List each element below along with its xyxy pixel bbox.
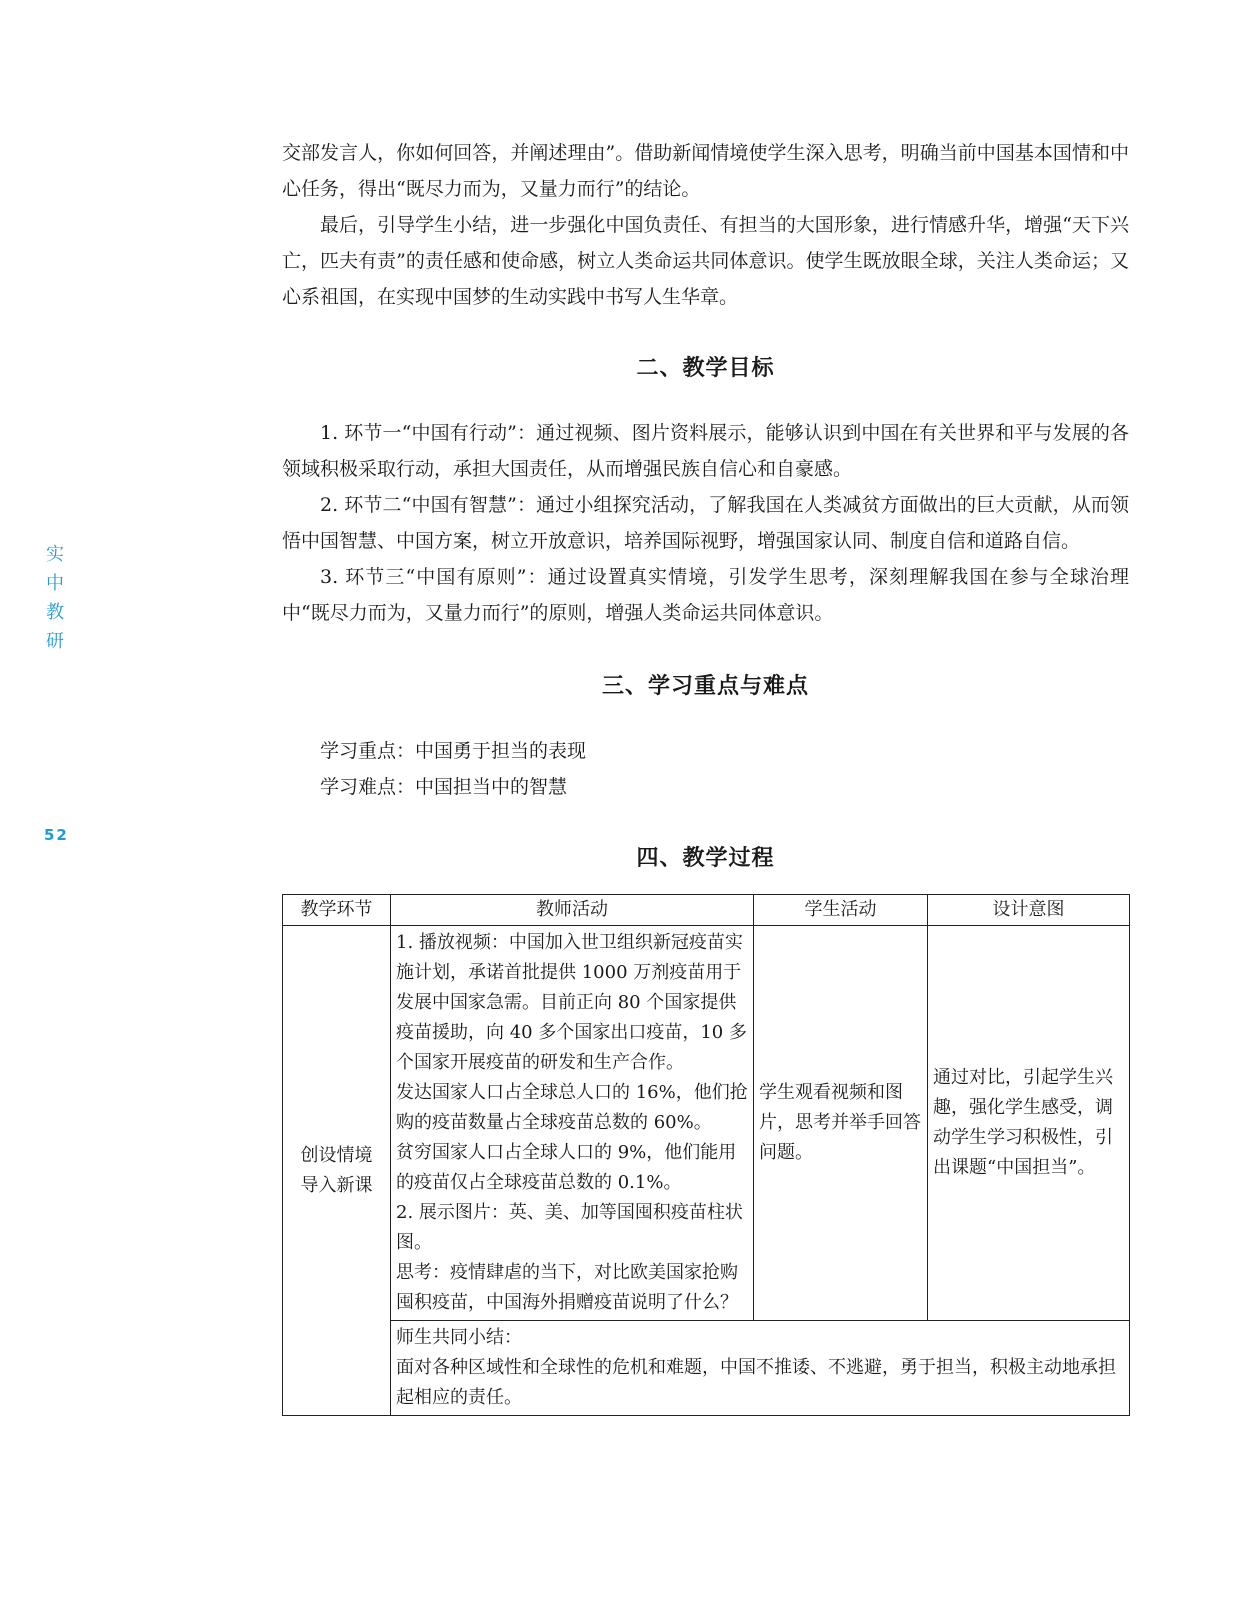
design-intent-cell: 通过对比，引起学生兴趣，强化学生感受，调动学生学习积极性，引出课题“中国担当”。	[928, 926, 1130, 1321]
section-title-objectives: 二、教学目标	[636, 355, 775, 381]
header-teacher: 教师活动	[391, 895, 754, 926]
teacher-activity-cell	[391, 926, 754, 1321]
summary-cell	[391, 1321, 1130, 1416]
header-student: 学生活动	[754, 895, 928, 926]
objectives-list	[282, 415, 1129, 631]
page-number: 52	[44, 826, 69, 844]
stage-cell	[283, 926, 391, 1416]
teacher-activity-line: 2. 展示图片：英、美、加等国囤积疫苗柱状图。	[396, 1202, 743, 1253]
side-label-char: 中	[46, 573, 64, 594]
header-intent: 设计意图	[928, 895, 1130, 926]
table-row	[283, 926, 1130, 1321]
stage-label-line: 导入新课	[300, 1174, 373, 1196]
side-label-char: 教	[46, 602, 64, 623]
stage-label-line: 创设情境	[300, 1144, 373, 1166]
difficulty-point: 学习难点：中国担当中的智慧	[320, 776, 568, 798]
objective-item: 3. 环节三“中国有原则”：通过设置真实情境，引发学生思考，深刻理解我国在参与全球治理中“既尽力而为，又量力而行”的原则，增强人类命运共同体意识。	[282, 566, 1129, 624]
teaching-process-table	[282, 894, 1130, 1416]
intro-paragraph-1: 交部发言人，你如何回答，并阐述理由”。借助新闻情境使学生深入思考，明确当前中国基本国情和中心任务，得出“既尽力而为，又量力而行”的结论。	[282, 142, 1129, 200]
teacher-activity-line: 发达国家人口占全球总人口的 16%，他们抢购的疫苗数量占全球疫苗总数的 60%。	[396, 1082, 748, 1133]
summary-title: 师生共同小结：	[396, 1327, 522, 1348]
table-row	[283, 1321, 1130, 1416]
section-title-focus: 三、学习重点与难点	[601, 673, 809, 699]
side-label-char: 实	[46, 544, 64, 565]
side-section-label	[44, 540, 66, 656]
teacher-activity-line: 1. 播放视频：中国加入世卫组织新冠疫苗实施计划，承诺首批提供 1000 万剂疫苗用于发展中国家急需。目前正向 80 个国家提供疫苗援助，向 40 多个国家出口疫苗，10 多个国家开展疫苗的研发和生产合作。	[396, 932, 747, 1073]
teacher-activity-line: 贫穷国家人口占全球人口的 9%，他们能用的疫苗仅占全球疫苗总数的 0.1%。	[396, 1142, 737, 1193]
section-title-process: 四、教学过程	[636, 845, 775, 871]
student-activity-cell: 学生观看视频和图片，思考并举手回答问题。	[754, 926, 928, 1321]
objective-item: 2. 环节二“中国有智慧”：通过小组探究活动，了解我国在人类减贫方面做出的巨大贡献，从而领悟中国智慧、中国方案，树立开放意识，培养国际视野，增强国家认同、制度自信和道路自信。	[282, 494, 1129, 552]
focus-list	[282, 733, 1129, 805]
key-point: 学习重点：中国勇于担当的表现	[320, 740, 587, 762]
objective-item: 1. 环节一“中国有行动”：通过视频、图片资料展示，能够认识到中国在有关世界和平与发展的各领域积极采取行动，承担大国责任，从而增强民族自信心和自豪感。	[282, 422, 1129, 480]
header-stage: 教学环节	[283, 895, 391, 926]
page-content	[282, 135, 1129, 1416]
intro-paragraph-2: 最后，引导学生小结，进一步强化中国负责任、有担当的大国形象，进行情感升华，增强“天下兴亡，匹夫有责”的责任感和使命感，树立人类命运共同体意识。使学生既放眼全球，关注人类命运；又心系祖国，在实现中国梦的生动实践中书写人生华章。	[282, 214, 1129, 308]
side-label-char: 研	[46, 631, 64, 652]
teacher-activity-line: 思考：疫情肆虐的当下，对比欧美国家抢购囤积疫苗，中国海外捐赠疫苗说明了什么？	[396, 1262, 738, 1313]
table-header-row	[283, 895, 1130, 926]
summary-text: 面对各种区域性和全球性的危机和难题，中国不推诿、不逃避，勇于担当，积极主动地承担起相应的责任。	[396, 1357, 1116, 1408]
